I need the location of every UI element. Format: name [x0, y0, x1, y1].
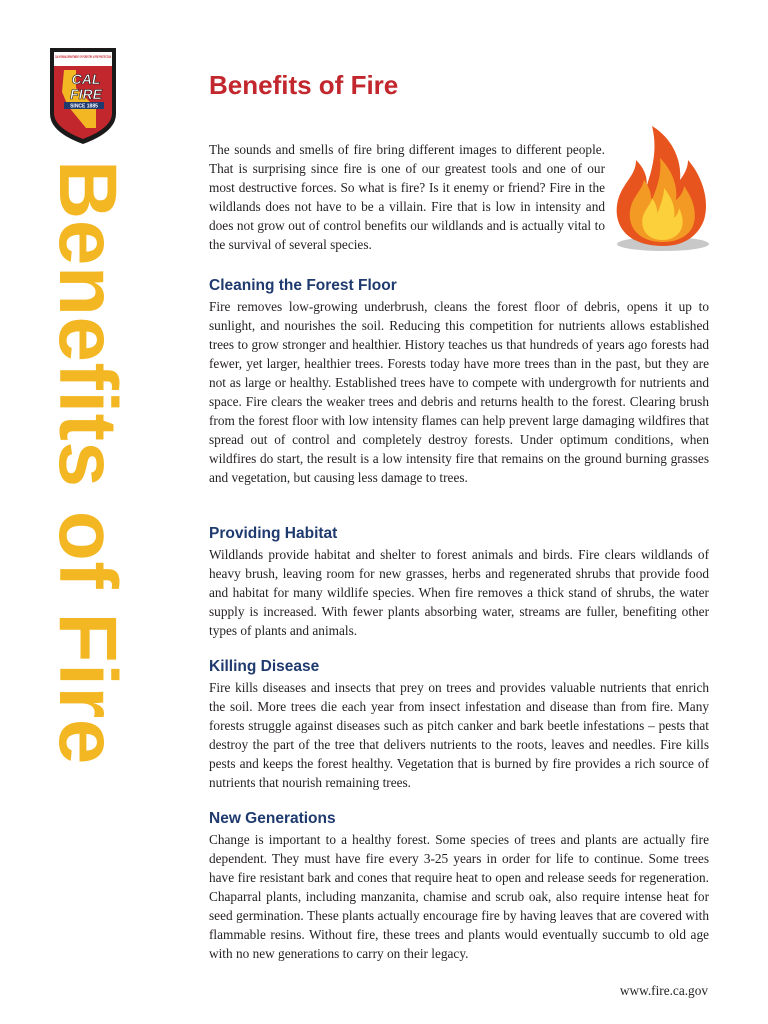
logo-since: SINCE 1885 [70, 103, 98, 110]
vertical-title-text: Benefits of Fire [42, 160, 133, 765]
intro-paragraph: The sounds and smells of fire bring different images to different people. That is surprising since fire is one of our greatest tools and one of our most destructive forces. So what is fire? Is it enemy or friend? Fire in the wildlands does not have to be a villain. Fire that is low in intensity and does not grow out of control benefits our wildlands and is actually vital to the survival of several species. [209, 142, 605, 253]
section-heading: New Generations [209, 810, 336, 827]
fire-icon [606, 120, 716, 255]
page-title: Benefits of Fire [209, 70, 399, 100]
vertical-title [28, 160, 138, 860]
logo-name-top: CAL [71, 71, 101, 87]
section-body: Change is important to a healthy forest. Some species of trees and plants are actually fire dependent. They must have fire every 3-25 years in order for life to continue. Some trees have fire resistant bark and cones that require heat to open and release seeds for regeneration. Chaparral plants, including manzanita, chamise and scrub oak, also require intense heat for seed germination. These plants actually encourage fire by having leaves that are covered with flammable resins. Without fire, these trees and plants would eventually succumb to old age with no new generations to carry on their legacy. [209, 832, 709, 961]
section-body: Wildlands provide habitat and shelter to forest animals and birds. Fire clears wildlands of heavy brush, leaving room for new grasses, herbs and regenerated shrubs that provide food and habitat for many wildlife species. When fire removes a thick stand of shrubs, the water supply is increased. With fewer plants absorbing water, streams are fuller, benefiting other types of plants and animals. [209, 547, 709, 638]
logo-arc-text: CALIFORNIA DEPARTMENT OF FORESTRY & FIRE PROTECTION [55, 55, 112, 59]
section-heading: Killing Disease [209, 658, 320, 675]
section-body: Fire removes low-growing underbrush, cleans the forest floor of debris, opens it up to sunlight, and nourishes the soil. Reducing this competition for nutrients allows established trees to grow stronger and healthier. History teaches us that hundreds of years ago forests had fewer, yet larger, healthier trees. Forests today have more trees than in the past, but they are not as large or healthy. Established trees have to compete with undergrowth for nutrients and space. Fire clears the weaker trees and debris and returns health to the forest. Clearing brush from the forest floor with low intensity flames can help prevent large damaging wildfires that spread out of control and completely destroy forests. Under optimum conditions, when wildfires do start, the result is a low intensity fire that remains on the ground burning grasses and vegetation, but causing less damage to trees. [209, 299, 709, 485]
footer-website-link[interactable]: www.fire.ca.gov [619, 983, 708, 998]
section-heading: Providing Habitat [209, 525, 338, 542]
section-new-generations [209, 809, 709, 964]
section-cleaning-forest-floor [209, 276, 709, 488]
cal-fire-logo [46, 44, 120, 146]
section-providing-habitat [209, 524, 709, 641]
section-heading: Cleaning the Forest Floor [209, 277, 397, 294]
section-body: Fire kills diseases and insects that prey on trees and provides valuable nutrients that enrich the soil. More trees die each year from insect infestation and disease than from fire. Many forests struggle against diseases such as pitch canker and bark beetle infestations – pests that destroy the part of the tree that delivers nutrients to the roots, leaves and needles. Fire kills pests and keeps the forest healthy. Vegetation that is burned by fire provides a rich source of nutrients that nourish remaining trees. [209, 680, 709, 790]
section-killing-disease [209, 657, 709, 793]
logo-name-bottom: FIRE [70, 86, 102, 102]
